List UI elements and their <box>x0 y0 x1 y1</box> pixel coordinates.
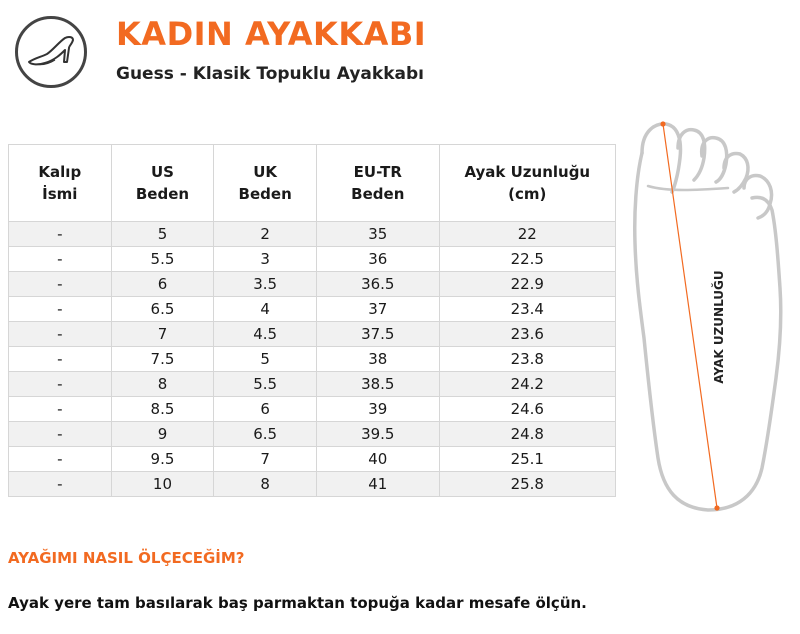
table-cell: 39 <box>317 397 440 422</box>
table-cell: - <box>9 347 112 372</box>
table-cell: 23.4 <box>439 297 615 322</box>
table-cell: 22 <box>439 222 615 247</box>
header-line: (cm) <box>508 185 547 203</box>
table-cell: - <box>9 247 112 272</box>
table-cell: 6 <box>111 272 214 297</box>
table-cell: 37.5 <box>317 322 440 347</box>
table-row <box>9 397 616 422</box>
table-cell: 7 <box>214 447 317 472</box>
header-line: US <box>150 163 174 181</box>
table-row <box>9 347 616 372</box>
table-cell: 8.5 <box>111 397 214 422</box>
table-cell: 40 <box>317 447 440 472</box>
table-cell: 36.5 <box>317 272 440 297</box>
table-cell: 8 <box>111 372 214 397</box>
table-cell: 23.8 <box>439 347 615 372</box>
foot-outline-icon <box>628 118 788 518</box>
table-cell: 35 <box>317 222 440 247</box>
measure-guide-heading: AYAĞIMI NASIL ÖLÇECEĞİM? <box>8 549 245 567</box>
table-row <box>9 472 616 497</box>
table-cell: 22.5 <box>439 247 615 272</box>
header-line: Kalıp <box>38 163 82 181</box>
table-cell: 3.5 <box>214 272 317 297</box>
page-title: KADIN AYAKKABI <box>116 15 427 53</box>
table-cell: - <box>9 297 112 322</box>
table-cell: 25.1 <box>439 447 615 472</box>
table-cell: 6.5 <box>214 422 317 447</box>
table-row <box>9 322 616 347</box>
column-header-mold <box>9 145 112 222</box>
table-cell: - <box>9 372 112 397</box>
table-cell: 7.5 <box>111 347 214 372</box>
table-cell: 36 <box>317 247 440 272</box>
table-row <box>9 272 616 297</box>
table-row <box>9 372 616 397</box>
table-cell: 22.9 <box>439 272 615 297</box>
table-cell: 5 <box>111 222 214 247</box>
table-cell: 5 <box>214 347 317 372</box>
table-cell: 4 <box>214 297 317 322</box>
table-cell: 10 <box>111 472 214 497</box>
table-cell: 4.5 <box>214 322 317 347</box>
table-cell: - <box>9 472 112 497</box>
header-line: UK <box>253 163 278 181</box>
table-row <box>9 222 616 247</box>
header-line: Beden <box>238 185 292 203</box>
table-cell: - <box>9 447 112 472</box>
table-header-row <box>9 145 616 222</box>
table-cell: - <box>9 222 112 247</box>
high-heel-shoe-icon <box>15 16 87 88</box>
table-cell: 24.2 <box>439 372 615 397</box>
table-cell: - <box>9 397 112 422</box>
measure-guide-text: Ayak yere tam basılarak baş parmaktan topuğa kadar mesafe ölçün. <box>8 594 587 612</box>
foot-measurement-diagram <box>628 118 788 518</box>
table-cell: 6.5 <box>111 297 214 322</box>
table-cell: - <box>9 322 112 347</box>
table-cell: 39.5 <box>317 422 440 447</box>
table-cell: 6 <box>214 397 317 422</box>
table-cell: 38.5 <box>317 372 440 397</box>
size-chart-table <box>8 144 616 497</box>
header-line: Beden <box>351 185 405 203</box>
table-cell: 24.6 <box>439 397 615 422</box>
table-cell: 9 <box>111 422 214 447</box>
table-cell: 38 <box>317 347 440 372</box>
table-cell: 23.6 <box>439 322 615 347</box>
table-cell: 9.5 <box>111 447 214 472</box>
table-row <box>9 297 616 322</box>
header-line: EU-TR <box>353 163 402 181</box>
table-cell: 8 <box>214 472 317 497</box>
table-cell: 3 <box>214 247 317 272</box>
table-cell: 37 <box>317 297 440 322</box>
table-cell: 5.5 <box>214 372 317 397</box>
header-line: Ayak Uzunluğu <box>464 163 591 181</box>
table-cell: 2 <box>214 222 317 247</box>
table-cell: - <box>9 422 112 447</box>
foot-length-label: AYAK UZUNLUĞU <box>712 270 726 384</box>
column-header-foot-length <box>439 145 615 222</box>
table-cell: 25.8 <box>439 472 615 497</box>
table-row <box>9 422 616 447</box>
table-cell: - <box>9 272 112 297</box>
table-cell: 5.5 <box>111 247 214 272</box>
table-cell: 7 <box>111 322 214 347</box>
table-row <box>9 247 616 272</box>
table-cell: 24.8 <box>439 422 615 447</box>
header-line: Beden <box>135 185 190 203</box>
column-header-eu-tr <box>317 145 440 222</box>
product-subtitle: Guess - Klasik Topuklu Ayakkabı <box>116 64 424 84</box>
column-header-uk <box>214 145 317 222</box>
column-header-us <box>111 145 214 222</box>
header-line: İsmi <box>42 185 78 203</box>
table-cell: 41 <box>317 472 440 497</box>
table-row <box>9 447 616 472</box>
